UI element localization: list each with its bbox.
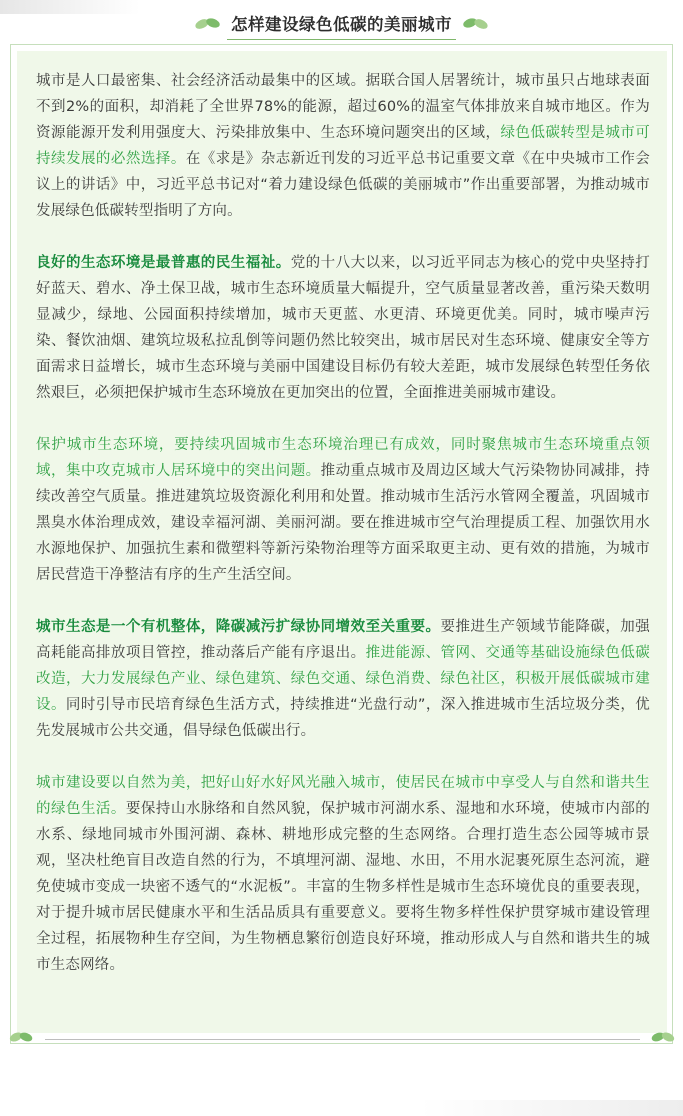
article-paragraph <box>36 432 650 588</box>
bottom-shadow-decoration <box>420 1100 683 1116</box>
article-paragraph <box>36 614 650 744</box>
highlighted-text: 推进能源、管网、交通等基础设施绿色低碳改造，大力发展绿色产业、绿色建筑、绿色交通、绿色消费、绿色社区，积极开展低碳城市建设。 <box>36 645 650 713</box>
leaf-pair-icon <box>8 1029 34 1045</box>
highlighted-text: 绿色低碳转型是城市可持续发展的必然选择。 <box>36 125 650 167</box>
highlighted-text: 良好的生态环境是最普惠的民生福祉。 <box>36 255 291 271</box>
paragraph-text: 党的十八大以来，以习近平同志为核心的党中央坚持打好蓝天、碧水、净土保卫战，城市生态环境质量大幅提升，空气质量显著改善，重污染天数明显减少，绿地、公园面积持续增加，城市天更蓝、水更清、环境更优美。同时，城市噪声污染、餐饮油烟、建筑垃圾私拉乱倒等问题仍然比较突出，城市居民对生态环境、健康安全等方面需求日益增长，城市生态环境与美丽中国建设目标仍有较大差距，城市发展绿色转型任务依然艰巨，必须把保护城市生态环境放在更加突出的位置，全面推进美丽城市建设。 <box>36 255 650 401</box>
paragraph-text: 城市是人口最密集、社会经济活动最集中的区域。据联合国人居署统计，城市虽只占地球表面不到2%的面积，却消耗了全世界78%的能源，超过60%的温室气体排放来自城市地区。作为资源能源开发利用强度大、污染排放集中、生态环境问题突出的区域， <box>36 73 650 141</box>
article-header <box>0 5 683 41</box>
paragraph-text: 在《求是》杂志新近刊发的习近平总书记重要文章《在中央城市工作会议上的讲话》中，习近平总书记对“着力建设绿色低碳的美丽城市”作出重要部署，为推动城市发展绿色低碳转型指明了方向。 <box>36 151 650 219</box>
article-paragraph <box>36 770 650 978</box>
paragraph-text: 要推进生产领域节能降碳，加强高耗能高排放项目管控，推动落后产能有序退出。 <box>36 619 650 661</box>
highlighted-text: 城市生态是一个有机整体，降碳减污扩绿协同增效至关重要。 <box>36 619 441 635</box>
article-paragraph <box>36 68 650 224</box>
highlighted-text: 保护城市生态环境，要持续巩固城市生态环境治理已有成效，同时聚焦城市生态环境重点领域，集中攻克城市人居环境中的突出问题。 <box>36 437 650 479</box>
header-title-group <box>193 11 490 35</box>
leaf-pair-icon <box>650 1029 676 1045</box>
page-title: 怎样建设绿色低碳的美丽城市 <box>223 11 460 35</box>
footer-divider <box>45 1039 640 1040</box>
leaf-pair-icon <box>460 15 490 31</box>
article-body <box>36 68 650 978</box>
paragraph-text: 同时引导市民培育绿色生活方式，持续推进“光盘行动”，深入推进城市生活垃圾分类，优先发展城市公共交通，倡导绿色低碳出行。 <box>36 697 650 739</box>
article-paragraph <box>36 250 650 406</box>
paragraph-text: 推动重点城市及周边区域大气污染物协同减排，持续改善空气质量。推进建筑垃圾资源化利用和处置。推动城市生活污水管网全覆盖，巩固城市黑臭水体治理成效，建设幸福河湖、美丽河湖。要在推进城市空气治理提质工程、加强饮用水水源地保护、加强抗生素和微塑料等新污染物治理等方面采取更主动、更有效的措施，为城市居民营造干净整洁有序的生产生活空间。 <box>36 463 650 583</box>
paragraph-text: 要保持山水脉络和自然风貌，保护城市河湖水系、湿地和水环境，使城市内部的水系、绿地同城市外围河湖、森林、耕地形成完整的生态网络。合理打造生态公园等城市景观，坚决杜绝盲目改造自然的行为，不填埋河湖、湿地、水田，不用水泥裹死原生态河流，避免使城市变成一块密不透气的“水泥板”。丰富的生物多样性是城市生态环境优良的重要表现，对于提升城市居民健康水平和生活品质具有重要意义。要将生物多样性保护贯穿城市建设管理全过程，拓展物种生存空间，为生物栖息繁衍创造良好环境，推动形成人与自然和谐共生的城市生态网络。 <box>36 801 651 973</box>
leaf-pair-icon <box>193 15 223 31</box>
highlighted-text: 城市建设要以自然为美，把好山好水好风光融入城市，使居民在城市中享受人与自然和谐共生的绿色生活。 <box>36 775 650 817</box>
